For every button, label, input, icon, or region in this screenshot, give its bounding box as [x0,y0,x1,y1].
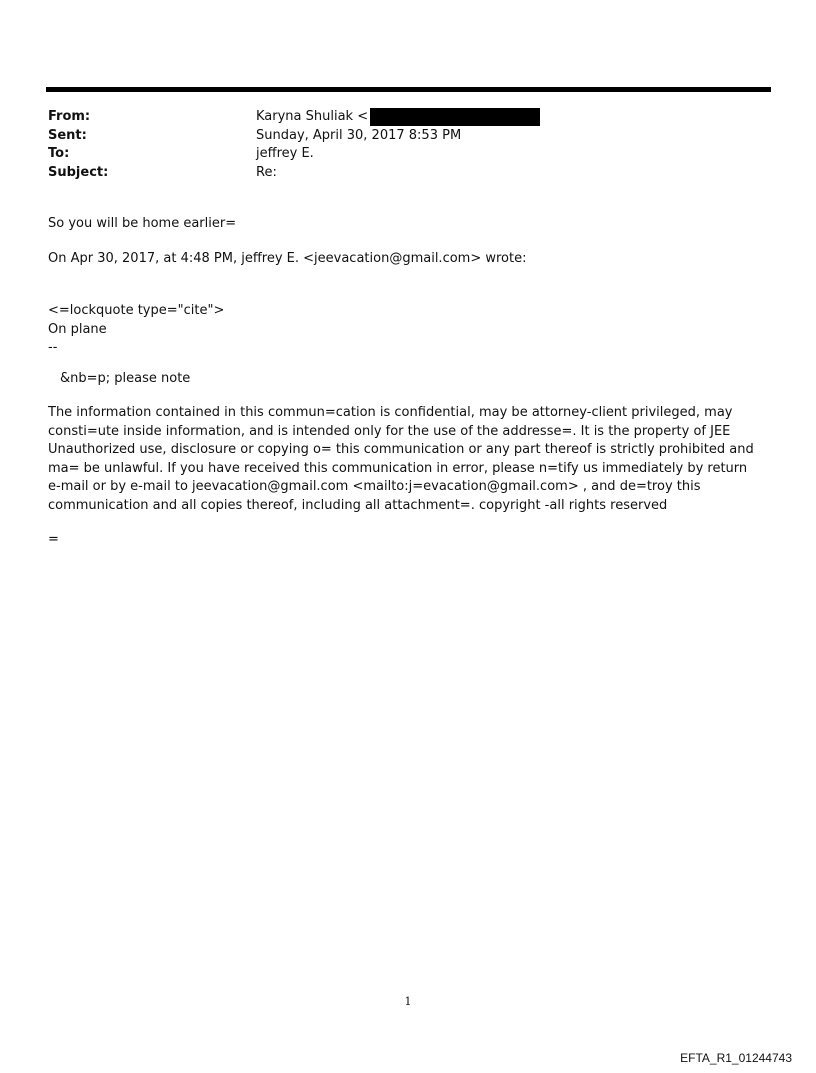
sent-label: Sent: [48,127,87,143]
blockquote-tag: <=lockquote type="cite"> [48,303,225,318]
from-row [48,108,768,127]
reply-line: So you will be home earlier= [48,216,237,231]
to-label: To: [48,146,70,161]
please-note-line: &nb=p; please note [60,370,191,386]
sent-value: Sunday, April 30, 2017 8:53 PM [256,127,462,143]
trailing-equals: = [48,532,59,547]
redaction-block [370,108,540,126]
from-name: Karyna Shuliak < [256,109,369,124]
to-value: jeffrey E. [256,146,314,161]
sent-row [48,127,768,146]
from-value [256,108,540,127]
to-row [48,145,768,164]
quote-intro: On Apr 30, 2017, at 4:48 PM, jeffrey E. <jeevacation@gmail.com> wrote: [48,250,527,266]
signature-dashes: -- [48,340,58,355]
email-body [48,215,768,550]
subject-value: Re: [256,164,277,180]
subject-row [48,164,768,183]
on-plane-line: On plane [48,321,107,337]
subject-label: Subject: [48,164,109,180]
confidentiality-disclaimer: The information contained in this commun=cation is confidential, may be attorney-client privileged, may consti=ute inside information, and is intended only for the use of the addresse=. It is the property of JEE Unauthorized use, disclosure or copying o= this communication or any part thereof is strictly prohibited and ma= be unlawful. If you have received this communication in error, please n=tify us immediately by return e-mail or by e-mail to jeevacation@gmail.com <mailto:j=evacation@gmail.com> , and de=troy this communication and all copies thereof, including all attachment=. copyright -all rights reserved [48,405,754,513]
from-label: From: [48,109,91,124]
top-divider [46,87,771,92]
document-id: EFTA_R1_01244743 [680,1051,792,1065]
page-number: 1 [404,995,412,1008]
email-header [48,108,768,182]
